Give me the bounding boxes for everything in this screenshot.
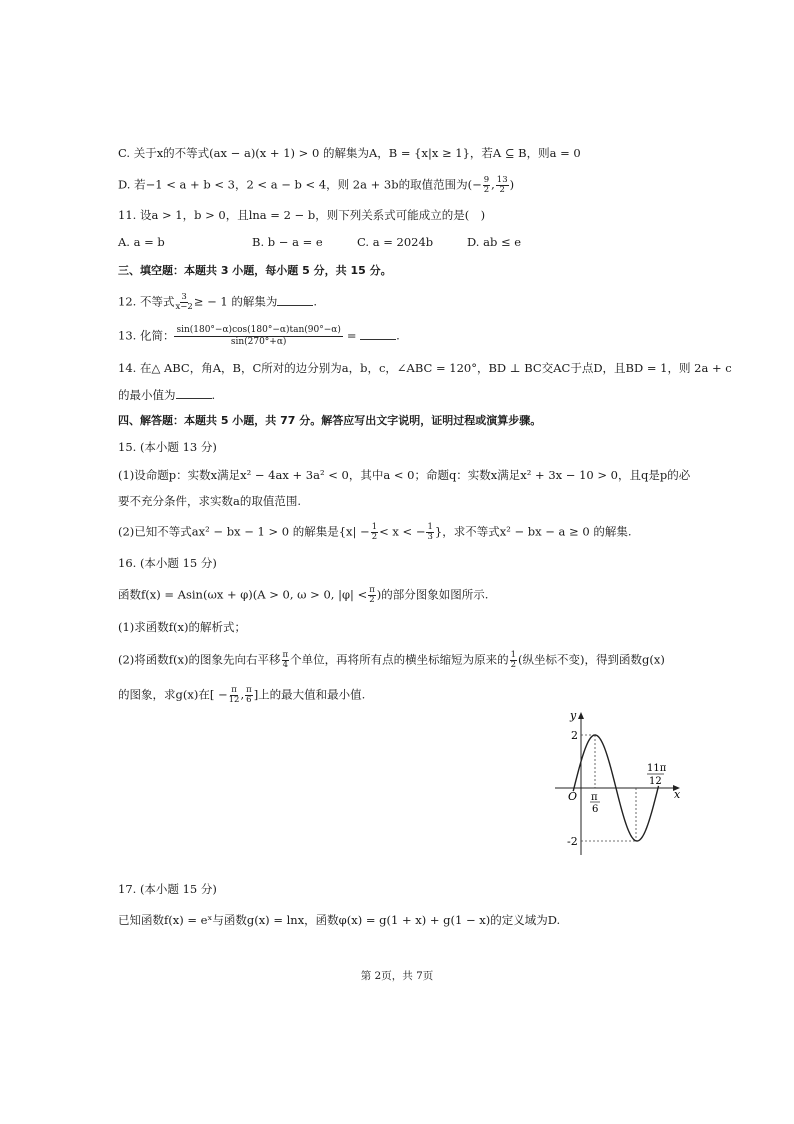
q14-text: 的最小值为 [118, 388, 176, 402]
tick-label-11pi12-num: 11π [647, 763, 667, 774]
q16-p2-mid: 个单位，再将所有点的横坐标缩短为原来的 [290, 652, 509, 667]
q16-stem-text: 函数f(x) = Asin(ωx + φ)(A > 0, ω > 0, |φ| < [118, 587, 368, 602]
q12-text: 12. 不等式 [118, 294, 175, 309]
q12-frac [175, 293, 192, 312]
q13 [118, 325, 400, 348]
x-axis-label: x [674, 788, 681, 801]
q16-p2-post: (纵坐标不变)，得到函数g(x) [518, 652, 665, 667]
tick-label-pi6-den: 6 [592, 804, 599, 815]
page-footer: 第 2页，共 7页 [360, 970, 434, 982]
q10-option-c: C. 关于x的不等式(ax − a)(x + 1) > 0 的解集为A，B = {x|x ≥ 1}，若A ⊆ B，则a = 0 [118, 146, 581, 160]
q12-answer-blank[interactable] [277, 294, 313, 306]
q16-p3-sep: , [240, 687, 245, 702]
q11-option-b: B. b − a = e [252, 235, 323, 249]
q13-answer-blank[interactable] [360, 328, 396, 340]
q10-d-sep: , [491, 177, 495, 192]
frac-den: 2 [371, 532, 378, 542]
q12-text-2: ≥ − 1 的解集为 [193, 294, 278, 309]
q11-stem: 11. 设a > 1，b > 0，且lna = 2 − b，则下列关系式可能成立的是( ) [118, 208, 486, 222]
q10-d-frac2 [496, 176, 509, 195]
frac-num: 3 [181, 292, 187, 302]
q15-p2-text: (2)已知不等式ax² − bx − 1 > 0 的解集是{x| − [118, 524, 370, 539]
q17-title: 17. (本小题 15 分) [118, 882, 217, 896]
origin-label: O [568, 790, 578, 803]
frac-den: 3 [427, 532, 433, 542]
frac-num: 13 [496, 175, 508, 185]
q15-title: 15. (本小题 13 分) [118, 440, 217, 454]
q10-d-text: D. 若−1 < a + b < 3，2 < a − b < 4，则 2a + 3b的取值范围为(− [118, 177, 482, 192]
y-axis-label: y [570, 709, 577, 722]
frac-den: sin(270°+α) [230, 337, 287, 347]
q15-p2-post: }，求不等式x² − bx − a ≥ 0 的解集. [434, 524, 632, 539]
q13-period: . [396, 328, 400, 343]
q13-frac [174, 325, 342, 348]
frac-den: 12 [228, 695, 240, 705]
q14-answer-blank[interactable] [176, 387, 212, 399]
q14-line2 [118, 387, 215, 403]
q16-stem [118, 586, 488, 605]
y-axis-arrow-icon [578, 712, 584, 719]
q16-p3-frac2 [245, 686, 253, 705]
frac-num: 1 [427, 522, 433, 532]
q16-p3-text: 的图象，求g(x)在[ − [118, 687, 228, 702]
frac-den: 6 [246, 695, 252, 705]
q16-p3-post: ]上的最大值和最小值. [253, 687, 366, 702]
frac-num: sin(180°−α)cos(180°−α)tan(90°−α) [176, 325, 341, 335]
tick-label-y-neg2: -2 [567, 835, 578, 848]
frac-num: 1 [371, 522, 378, 532]
frac-den: 2 [499, 185, 505, 195]
frac-den: 2 [483, 185, 490, 195]
frac-num: π [282, 650, 289, 660]
tick-label-y-2: 2 [571, 729, 578, 742]
q16-p2-frac1 [282, 651, 290, 670]
sine-graph-figure [545, 705, 690, 860]
section-3-heading: 三、填空题：本题共 3 小题，每小题 5 分，共 15 分。 [118, 264, 392, 277]
q11-option-c: C. a = 2024b [357, 235, 434, 249]
q11-option-a: A. a = b [118, 235, 165, 249]
q14-line1: 14. 在△ ABC，角A，B，C所对的边分别为a，b，c，∠ABC = 120°，BD ⊥ BC交AC于点D，且BD = 1，则 2a + c [118, 361, 732, 375]
q17-stem: 已知函数f(x) = eˣ与函数g(x) = lnx，函数φ(x) = g(1 + x) + g(1 − x)的定义域为D. [118, 913, 561, 927]
q16-part1: (1)求函数f(x)的解析式； [118, 620, 247, 634]
tick-label-pi6-num: π [591, 792, 598, 803]
q15-frac2 [426, 523, 433, 542]
q16-p2-frac2 [510, 651, 517, 670]
frac-num: π [246, 685, 252, 695]
q13-equals: = [346, 328, 357, 343]
frac-num: 1 [510, 650, 517, 660]
frac-den: 2 [369, 595, 375, 605]
q15-p2-mid: < x < − [379, 524, 426, 539]
q10-d-close: ) [509, 177, 515, 192]
q15-part1-line1: (1)设命题p：实数x满足x² − 4ax + 3a² < 0，其中a < 0；命题q：实数x满足x² + 3x − 10 > 0，且q是p的必 [118, 468, 691, 482]
q12 [118, 293, 317, 312]
q11-option-d: D. ab ≤ e [467, 235, 522, 249]
q13-text: 13. 化简： [118, 328, 175, 343]
frac-num: π [369, 585, 375, 595]
q16-p3-frac1 [229, 686, 240, 705]
q10-d-frac1 [483, 176, 490, 195]
q15-part2 [118, 523, 631, 542]
q14-period: . [211, 388, 216, 402]
frac-den: 4 [282, 660, 289, 670]
q16-title: 16. (本小题 15 分) [118, 556, 217, 570]
q16-stem-frac [368, 586, 376, 605]
frac-num: π [231, 685, 237, 695]
q16-stem-post: )的部分图象如图所示. [376, 587, 489, 602]
frac-den: x−2 [175, 302, 193, 312]
tick-label-11pi12-den: 12 [649, 776, 662, 787]
section-4-heading: 四、解答题：本题共 5 小题，共 77 分。解答应写出文字说明，证明过程或演算步骤。 [118, 414, 542, 427]
q16-part2-line2 [118, 686, 365, 705]
q16-part2 [118, 651, 665, 670]
q12-period: . [313, 294, 317, 309]
q15-frac1 [371, 523, 378, 542]
q15-part1-line2: 要不充分条件，求实数a的取值范围. [118, 494, 302, 508]
q10-option-d [118, 176, 514, 195]
frac-num: 9 [483, 175, 490, 185]
q16-p2-text: (2)将函数f(x)的图象先向右平移 [118, 652, 281, 667]
frac-den: 2 [510, 660, 517, 670]
